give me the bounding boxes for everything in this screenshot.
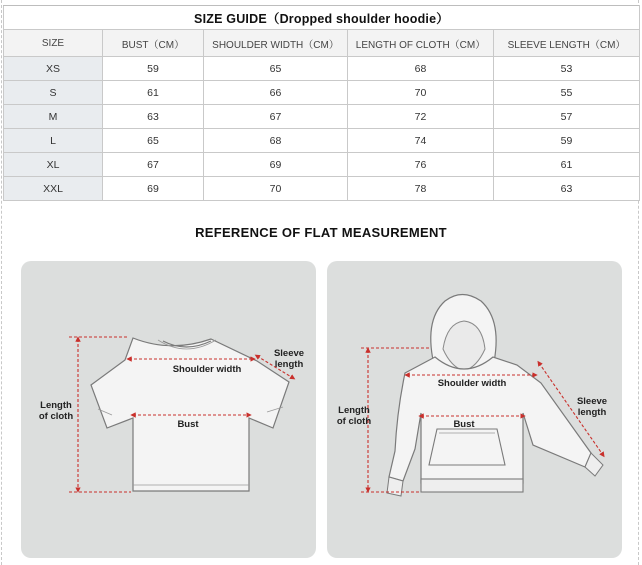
bust-cell: 67	[103, 153, 204, 177]
page-edge-left	[1, 0, 2, 565]
size-guide-title: SIZE GUIDE（Dropped shoulder hoodie）	[4, 6, 640, 30]
shoulder-width-cell: 68	[204, 129, 348, 153]
hoodie-sleeve-label-1: Sleeve	[576, 396, 608, 407]
tshirt-sleeve-label-1: Sleeve	[273, 348, 305, 359]
bust-cell: 63	[103, 105, 204, 129]
column-header-sleeve-length: SLEEVE LENGTH（CM）	[494, 30, 640, 57]
bust-cell: 61	[103, 81, 204, 105]
sleeve-length-cell: 57	[494, 105, 640, 129]
size-cell: S	[4, 81, 103, 105]
shoulder-width-cell: 66	[204, 81, 348, 105]
table-row	[4, 81, 640, 105]
length-of-cloth-cell: 68	[348, 57, 494, 81]
tshirt-shoulder-width-label: Shoulder width	[172, 364, 242, 375]
hoodie-shoulder-width-label: Shoulder width	[437, 378, 507, 389]
hoodie-sleeve-label-2: length	[577, 407, 607, 418]
table-header-row	[4, 30, 640, 57]
tshirt-sleeve-label-2: length	[274, 359, 304, 370]
sleeve-length-cell: 63	[494, 177, 640, 201]
sleeve-length-cell: 55	[494, 81, 640, 105]
shoulder-width-cell: 67	[204, 105, 348, 129]
column-header-bust: BUST（CM）	[103, 30, 204, 57]
tshirt-length-label-1: Length	[40, 400, 72, 411]
bust-cell: 59	[103, 57, 204, 81]
sleeve-length-cell: 59	[494, 129, 640, 153]
bust-cell: 65	[103, 129, 204, 153]
table-row	[4, 129, 640, 153]
hoodie-diagram	[327, 261, 622, 558]
hoodie-outline	[389, 357, 591, 483]
table-row	[4, 57, 640, 81]
length-of-cloth-cell: 78	[348, 177, 494, 201]
length-of-cloth-cell: 76	[348, 153, 494, 177]
hoodie-length-label-1: Length	[338, 405, 370, 416]
size-cell: M	[4, 105, 103, 129]
length-of-cloth-cell: 74	[348, 129, 494, 153]
tshirt-length-label-2: of cloth	[38, 411, 74, 422]
reference-section-title: REFERENCE OF FLAT MEASUREMENT	[195, 225, 447, 240]
size-cell: L	[4, 129, 103, 153]
shoulder-width-cell: 65	[204, 57, 348, 81]
tshirt-diagram	[21, 261, 316, 558]
tshirt-measurement-panel	[21, 261, 316, 558]
table-row	[4, 177, 640, 201]
column-header-shoulder-width: SHOULDER WIDTH（CM）	[204, 30, 348, 57]
hoodie-bust-label: Bust	[453, 419, 475, 430]
sleeve-length-cell: 61	[494, 153, 640, 177]
size-cell: XS	[4, 57, 103, 81]
table-row	[4, 105, 640, 129]
column-header-size: SIZE	[4, 30, 103, 57]
hoodie-length-label-2: of cloth	[336, 416, 372, 427]
length-of-cloth-cell: 72	[348, 105, 494, 129]
shoulder-width-cell: 69	[204, 153, 348, 177]
tshirt-bust-label: Bust	[177, 419, 199, 430]
table-row	[4, 153, 640, 177]
hoodie-measurement-panel	[327, 261, 622, 558]
size-cell: XL	[4, 153, 103, 177]
size-cell: XXL	[4, 177, 103, 201]
size-guide-table	[3, 5, 640, 201]
shoulder-width-cell: 70	[204, 177, 348, 201]
bust-cell: 69	[103, 177, 204, 201]
sleeve-length-cell: 53	[494, 57, 640, 81]
length-of-cloth-cell: 70	[348, 81, 494, 105]
column-header-length-of-cloth: LENGTH OF CLOTH（CM）	[348, 30, 494, 57]
